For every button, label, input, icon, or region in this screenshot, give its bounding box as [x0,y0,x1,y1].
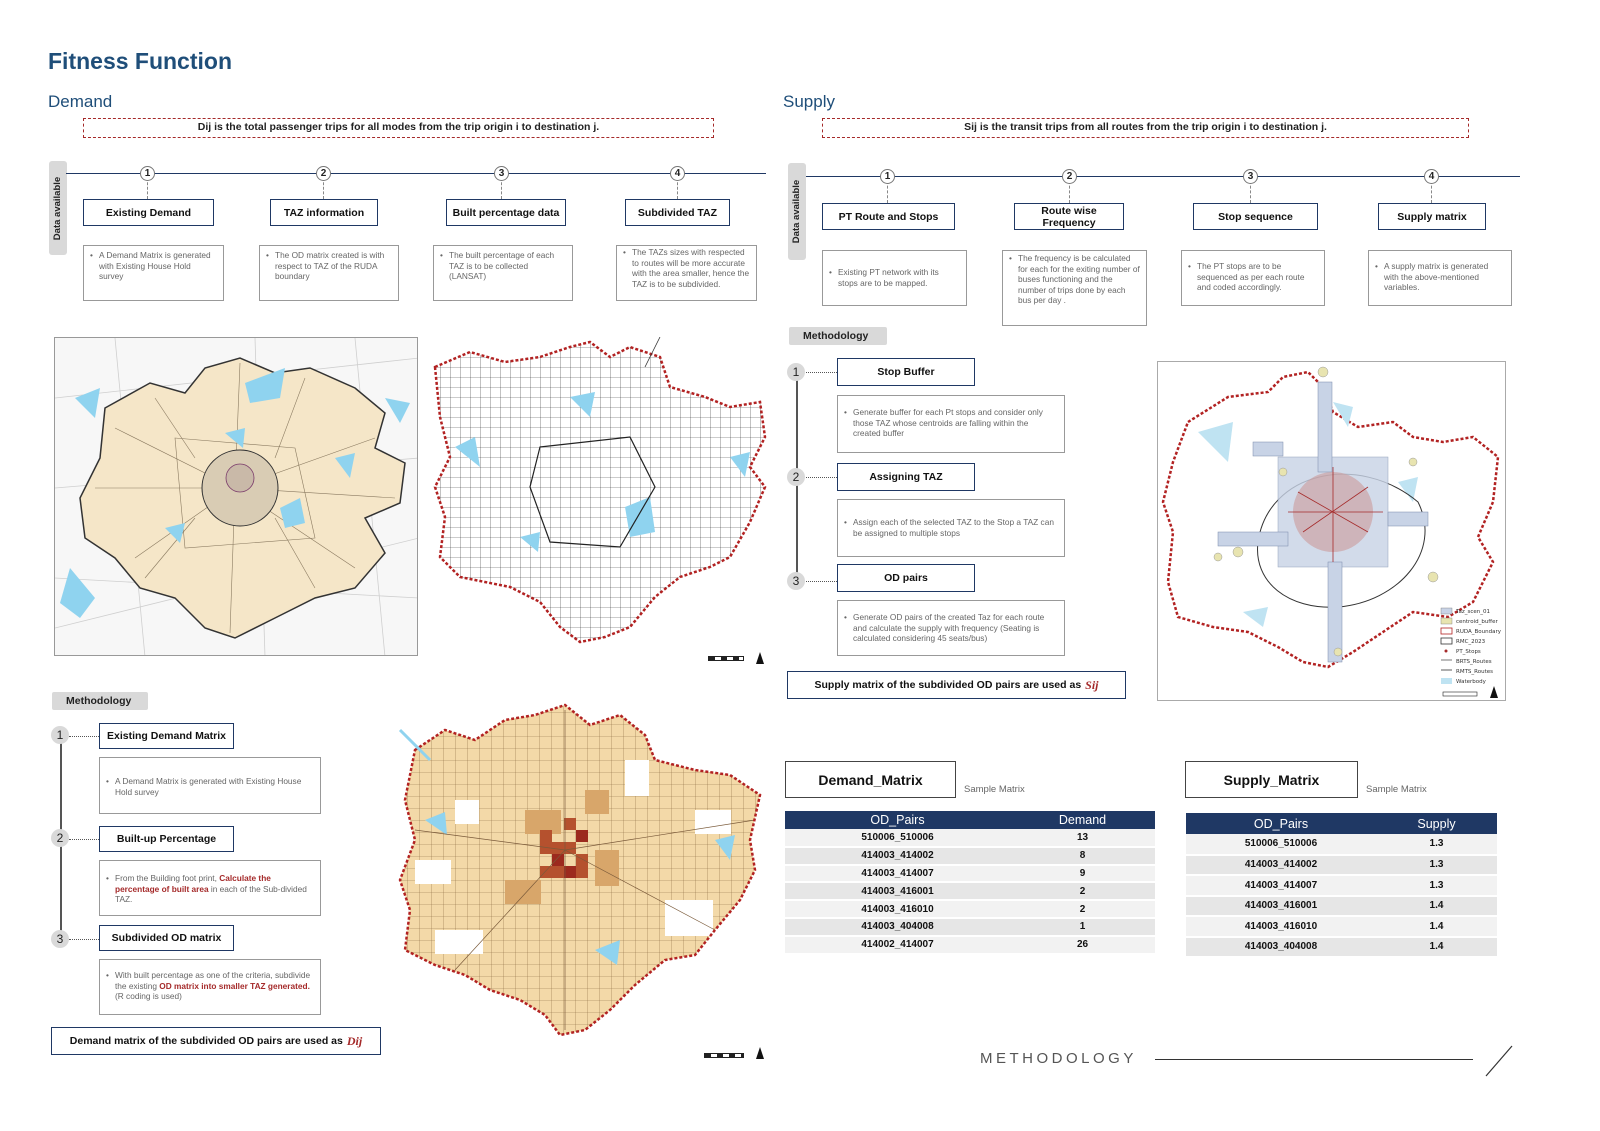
demand-method-2-label: Built-up Percentage [99,826,234,852]
table-row: 414003_414007 1.3 [1186,875,1497,896]
supply-step-1-desc: • Existing PT network with its stops are to be mapped. [822,250,967,306]
demand-method-3-number: 3 [51,930,69,948]
demand-method-1-number: 1 [51,726,69,744]
supply-step-4-desc: • A supply matrix is generated with the above-mentioned variables. [1368,250,1512,306]
supply-definition: Sij is the transit trips from all routes from the trip origin i to destination j. [822,118,1469,138]
builtup-percentage-map [395,700,770,1045]
table-row: 414003_416010 2 [785,900,1155,918]
legend-label: centroid_buffer [1456,619,1498,625]
demand-scale-bar [708,656,744,661]
table-header: OD_Pairs [1186,813,1376,834]
supply-method-2-number: 2 [787,468,805,486]
supply-method-1-label: Stop Buffer [837,358,975,386]
demand-step-1-label: Existing Demand [83,199,214,226]
supply-data-available-tab: Data available [788,163,806,260]
supply-method-1-number: 1 [787,363,805,381]
demand-step-4-desc: • The TAZs sizes with respected to routes will be more accurate with the area smaller, hence the TAZ is to be subdivided. [616,245,757,301]
footer-slash-decoration [1484,1044,1514,1078]
supply-matrix-table [1186,813,1497,958]
supply-step-2-number: 2 [1062,169,1077,184]
legend-label: RMTS_Routes [1456,669,1493,675]
table-row: 414003_416001 1.4 [1186,896,1497,917]
supply-step-3-label: Stop sequence [1193,203,1318,230]
demand-step-1-number: 1 [140,166,155,181]
demand-definition: Dij is the total passenger trips for all modes from the trip origin i to destination j. [83,118,714,138]
demand-method-1-desc: • A Demand Matrix is generated with Existing House Hold survey [99,757,321,814]
demand-timeline [66,173,766,174]
table-row: 414003_414007 9 [785,865,1155,883]
demand-step-4-label: Subdivided TAZ [625,199,730,226]
supply-timeline [806,176,1520,177]
north-arrow-icon [1490,686,1498,698]
demand-step-2-desc: • The OD matrix created is with respect to TAZ of the RUDA boundary [259,245,399,301]
supply-methodology-label: Methodology [789,327,887,345]
supply-heading: Supply [783,92,835,111]
legend-label: RUDA_Boundary [1456,629,1501,635]
supply-conclusion: Supply matrix of the subdivided OD pairs are used as Sij [787,671,1126,699]
demand-step-2-label: TAZ information [270,199,378,226]
demand-base-map [54,337,418,656]
supply-method-1-desc: • Generate buffer for each Pt stops and consider only those TAZ whose centroids are falling within the created buffer [837,395,1065,453]
supply-step-3-desc: • The PT stops are to be sequenced as per each route and coded accordingly. [1181,250,1325,306]
table-header: Demand [1010,811,1155,829]
demand-method-3-desc: • With built percentage as one of the criteria, subdivide the existing OD matrix into smaller TAZ generated.(R coding is used) [99,959,321,1015]
demand-data-available-tab: Data available [49,161,67,255]
table-row: 414003_416010 1.4 [1186,916,1497,937]
demand-matrix-note: Sample Matrix [964,784,1025,795]
supply-step-4-label: Supply matrix [1378,203,1486,230]
supply-method-3-number: 3 [787,572,805,590]
table-row: 414003_404008 1 [785,918,1155,936]
supply-step-3-number: 3 [1243,169,1258,184]
north-arrow-icon [756,1047,764,1059]
supply-step-4-number: 4 [1424,169,1439,184]
demand-method-3-label: Subdivided OD matrix [99,925,234,951]
legend-label: PT_Stops [1456,649,1481,655]
legend-label: BRTS_Routes [1456,659,1492,665]
page-title: Fitness Function [48,48,232,74]
demand-step-3-label: Built percentage data [446,199,566,226]
supply-step-2-desc: • The frequency is be calculated for each for the exiting number of buses functioning and the number of trips done by each bus per day . [1002,250,1147,326]
demand-methodology-label: Methodology [52,692,148,710]
table-row: 510006_510006 13 [785,829,1155,847]
demand-heading: Demand [48,92,113,111]
legend-label: RMC_2023 [1456,639,1486,645]
legend-label: Taz_scen_01 [1456,609,1490,615]
demand-step-3-desc: • The built percentage of each TAZ is to be collected (LANSAT) [433,245,573,301]
legend-label: Waterbody [1456,679,1486,685]
demand-step-4-number: 4 [670,166,685,181]
demand-conclusion: Demand matrix of the subdivided OD pairs are used as Dij [51,1027,381,1055]
demand-matrix-title: Demand_Matrix [785,761,956,798]
supply-method-2-desc: • Assign each of the selected TAZ to the Stop a TAZ can be assigned to multiple stops [837,499,1065,557]
demand-step-2-number: 2 [316,166,331,181]
demand-grid-map [430,337,770,667]
supply-matrix-title: Supply_Matrix [1185,761,1358,798]
table-row: 414003_404008 1.4 [1186,937,1497,958]
footer-label: METHODOLOGY [980,1050,1137,1067]
table-header: OD_Pairs [785,811,1010,829]
table-header: Supply [1376,813,1497,834]
supply-method-3-desc: • Generate OD pairs of the created Taz for each route and calculate the supply with frequency (Seating is calculated considering 45 seats/bus) [837,600,1065,656]
supply-step-2-label: Route wise Frequency [1014,203,1124,230]
table-row: 414003_414002 8 [785,847,1155,865]
table-row: 414003_416001 2 [785,882,1155,900]
supply-matrix-note: Sample Matrix [1366,784,1427,795]
table-row: 414002_414007 26 [785,936,1155,954]
demand-step-1-desc: • A Demand Matrix is generated with Existing House Hold survey [83,245,224,301]
supply-method-2-label: Assigning TAZ [837,463,975,491]
table-row: 414003_414002 1.3 [1186,855,1497,876]
supply-step-1-label: PT Route and Stops [822,203,955,230]
builtup-scale-bar [704,1053,744,1058]
demand-method-2-number: 2 [51,829,69,847]
footer-rule [1155,1059,1473,1060]
demand-matrix-table [785,811,1155,955]
demand-method-2-desc: • From the Building foot print, Calculate the percentage of built area in each of the Sub-divided TAZ. [99,860,321,916]
demand-step-3-number: 3 [494,166,509,181]
supply-method-3-label: OD pairs [837,564,975,592]
table-row: 510006_510006 1.3 [1186,834,1497,855]
north-arrow-icon [756,652,764,664]
demand-method-1-label: Existing Demand Matrix [99,723,234,749]
supply-step-1-number: 1 [880,169,895,184]
supply-stop-buffer-map [1157,361,1506,701]
